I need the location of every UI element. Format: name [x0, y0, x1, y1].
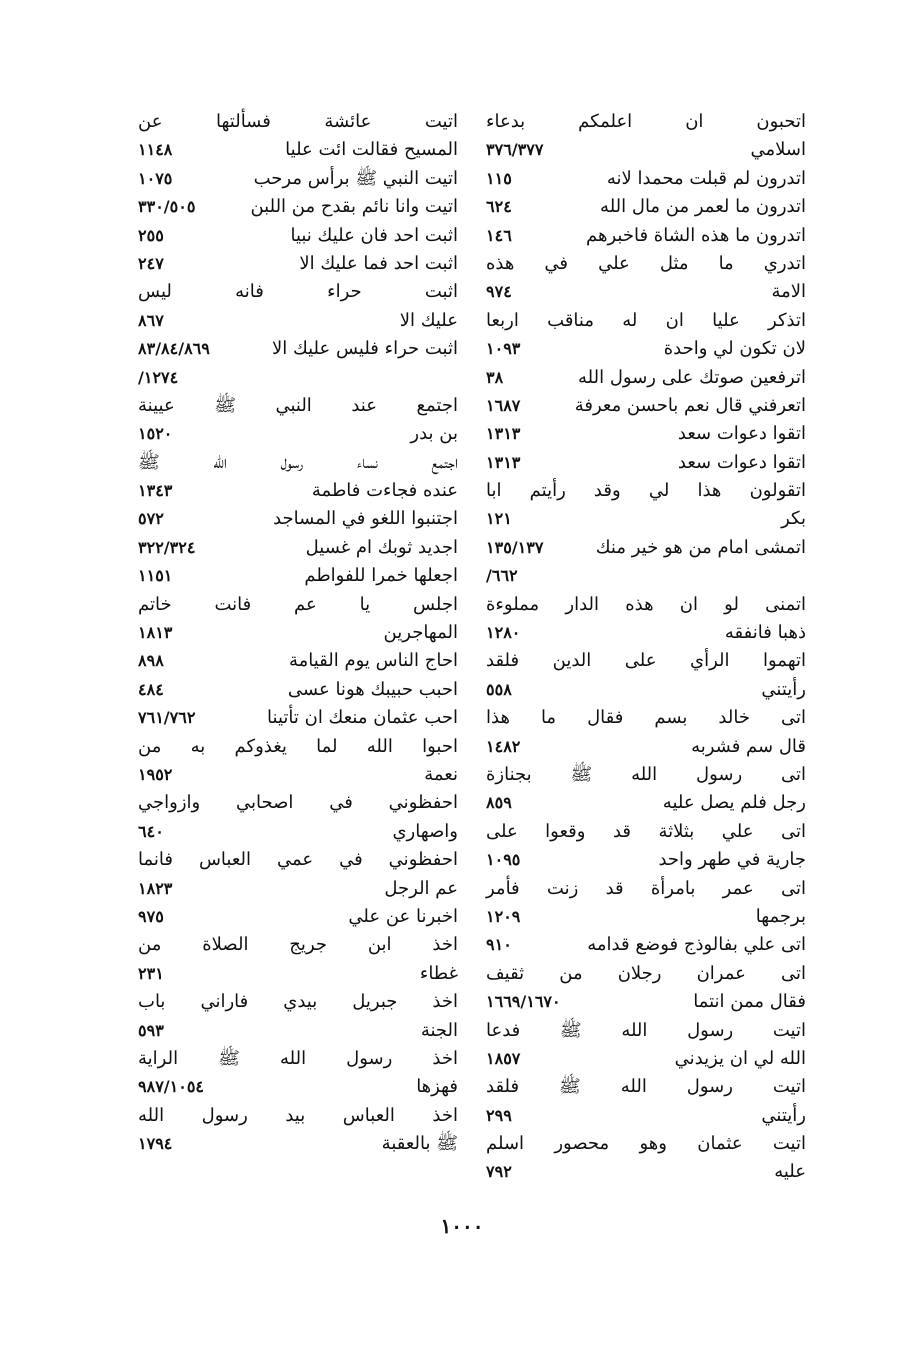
- index-entry: [138, 761, 458, 789]
- entry-text: اخبرنا عن علي: [348, 905, 458, 927]
- index-entry: [486, 278, 806, 306]
- index-entry: [138, 477, 458, 505]
- entry-page-ref: ١٦٦٩/١٦٧٠: [486, 992, 561, 1012]
- entry-text: اتمشى امام من هو خير منك: [595, 536, 806, 558]
- entry-text: بكر: [781, 508, 806, 530]
- entry-text: غطاء: [419, 962, 458, 984]
- entry-page-ref: ٩٧٥: [138, 906, 164, 926]
- index-entry: [486, 818, 806, 846]
- entry-text: اجلس يا عم فانت خاتم: [138, 593, 458, 615]
- entry-text: اخذ ابن جريج الصلاة من: [138, 934, 458, 956]
- index-entry: [486, 1073, 806, 1101]
- index-entry: [486, 733, 806, 761]
- entry-page-ref: /١٢٧٤: [138, 367, 179, 387]
- entry-text: اتدرون ما هذه الشاة فاخبرهم: [586, 224, 806, 246]
- entry-text: بن بدر: [410, 423, 458, 445]
- entry-page-ref: ١٤٨٢: [486, 736, 521, 756]
- index-entry: [138, 903, 458, 931]
- entry-page-ref: ٣٧٦/٣٧٧: [486, 140, 544, 160]
- entry-page-ref: ١٢٠٩: [486, 906, 521, 926]
- entry-page-ref: ٨٥٩: [486, 793, 512, 813]
- index-entry: [138, 534, 458, 562]
- index-entry: [486, 165, 806, 193]
- entry-text: احفظوني في عمي العباس فانما: [138, 849, 458, 871]
- entry-text: اتى رسول الله ﷺ بجنازة: [486, 763, 806, 785]
- index-entry: [138, 619, 458, 647]
- entry-text: اتيت عائشة فسألتها عن: [138, 111, 458, 132]
- index-entry: [138, 1102, 458, 1130]
- entry-text: اتيت رسول الله ﷺ فلقد: [486, 1076, 806, 1098]
- index-entry: [138, 136, 458, 164]
- index-entry: [138, 1073, 458, 1101]
- entry-text: اجتمع عند النبي ﷺ عيينة: [138, 394, 458, 416]
- index-entry: [486, 108, 806, 136]
- entry-text: اتقوا دعوات سعد: [677, 451, 806, 473]
- entry-text: احفظوني في اصحابي وازواجي: [138, 792, 458, 814]
- entry-page-ref: /٦٦٢: [486, 566, 518, 586]
- entry-page-ref: ١٧٩٤: [138, 1134, 173, 1154]
- entry-text: اثبت احد فما عليك الا: [299, 252, 458, 274]
- entry-text: الله لي ان يزيدني: [674, 1047, 806, 1069]
- entry-page-ref: ١٤٦: [486, 225, 512, 245]
- index-entry: [138, 278, 458, 306]
- index-entry: [138, 647, 458, 675]
- entry-text: اتهموا الرأي على الدين فلقد: [486, 650, 806, 672]
- entry-text: عم الرجل: [384, 877, 458, 899]
- entry-text: اتدرون ما لعمر من مال الله: [600, 196, 806, 218]
- index-entry: [138, 818, 458, 846]
- index-entry: [138, 960, 458, 988]
- index-entry: [486, 988, 806, 1016]
- index-entry: [486, 250, 806, 278]
- entry-text: اتيت رسول الله ﷺ فدعا: [486, 1019, 806, 1041]
- index-entry: [138, 307, 458, 335]
- index-entry: [486, 591, 806, 619]
- entry-page-ref: ٢٣١: [138, 963, 164, 983]
- index-entry: [138, 420, 458, 448]
- entry-page-ref: ٩٨٧/١٠٥٤: [138, 1077, 204, 1097]
- entry-text: اجعلها خمرا للفواطم: [304, 565, 458, 587]
- index-entry: [486, 477, 806, 505]
- entry-page-ref: ٩١٠: [486, 935, 512, 955]
- index-entry: [138, 505, 458, 533]
- index-entry: [486, 1102, 806, 1130]
- entry-text: اتى علي بثلاثة قد وقعوا على: [486, 820, 806, 842]
- entry-page-ref: ١٣٤٣: [138, 481, 173, 501]
- entry-text: قال سم فشربه: [691, 735, 806, 757]
- entry-page-ref: ٥٩٣: [138, 1020, 164, 1040]
- entry-text: اثبت حراء فليس عليك الا: [271, 338, 458, 360]
- entry-text: اتدرون لم قبلت محمدا لانه: [606, 167, 806, 189]
- entry-page-ref: ٢٤٧: [138, 253, 164, 273]
- index-entry: [138, 335, 458, 363]
- entry-text: اجديد ثوبك ام غسيل: [305, 536, 458, 558]
- entry-text: اتيت عثمان وهو محصور اسلم: [486, 1133, 806, 1155]
- entry-text: احبب حبيبك هونا عسى: [287, 678, 458, 700]
- entry-text: لان تكون لي واحدة: [663, 338, 806, 360]
- entry-text: فهزها: [416, 1076, 458, 1098]
- entry-page-ref: ٨٦٧: [138, 310, 164, 330]
- entry-text: ﷺ بالعقبة: [381, 1133, 458, 1155]
- entry-text: اتذكر عليا ان له مناقب اربعا: [486, 309, 806, 331]
- entry-page-ref: ٢٩٩: [486, 1105, 512, 1125]
- entry-text: اتى عمر بامرأة قد زنت فأمر: [486, 877, 806, 899]
- entry-text: المهاجرين: [383, 622, 458, 644]
- index-entry: [138, 988, 458, 1016]
- entry-page-ref: ٩٧٤: [486, 282, 512, 302]
- entry-text: اتحبون ان اعلمكم بدعاء: [486, 111, 806, 132]
- entry-page-ref: ١١٤٨: [138, 140, 173, 160]
- index-entry: [486, 193, 806, 221]
- entry-page-ref: ١٥٢٠: [138, 424, 173, 444]
- index-entry: [486, 761, 806, 789]
- entry-text: اجتمع نساء رسول الله ﷺ: [138, 451, 458, 473]
- entry-text: اترفعين صوتك على رسول الله: [578, 366, 806, 388]
- index-entry: [486, 1130, 806, 1158]
- entry-page-ref: ٣٨: [486, 367, 504, 387]
- entry-page-ref: ١٨٥٧: [486, 1048, 521, 1068]
- index-entry: [138, 931, 458, 959]
- index-entry: [138, 1045, 458, 1073]
- entry-text: احبوا الله لما يغذوكم به من: [138, 735, 458, 757]
- entry-text: اتيت النبي ﷺ برأس مرحب: [253, 167, 458, 189]
- entry-page-ref: ١٢٨٠: [486, 623, 521, 643]
- entry-text: فقال ممن انتما: [693, 991, 806, 1013]
- index-entry: [486, 647, 806, 675]
- index-entry: [486, 846, 806, 874]
- index-entry: [138, 562, 458, 590]
- entry-page-ref: ١٠٩٥: [486, 850, 521, 870]
- index-entry: [486, 875, 806, 903]
- index-entry: [486, 307, 806, 335]
- entry-text: رأيتني: [761, 678, 806, 700]
- index-entry: [138, 250, 458, 278]
- index-entry: [486, 335, 806, 363]
- entry-page-ref: ٧٩٢: [486, 1162, 512, 1182]
- entry-page-ref: ٦٤٠: [138, 821, 164, 841]
- entry-text: جارية في طهر واحد: [658, 849, 806, 871]
- index-entry: [138, 676, 458, 704]
- entry-text: ذهبا فانفقه: [724, 622, 806, 644]
- page-number: ١٠٠٠: [440, 1214, 484, 1238]
- entry-page-ref: ٨٣/٨٤/٨٦٩: [138, 339, 210, 359]
- entry-page-ref: ١٦٨٧: [486, 395, 521, 415]
- index-entry: [138, 1017, 458, 1045]
- entry-text: عليك الا: [399, 309, 458, 331]
- index-entry: [138, 591, 458, 619]
- entry-text: اتمنى لو ان هذه الدار مملوءة: [486, 593, 806, 615]
- entry-text: عليه: [774, 1161, 806, 1183]
- index-entry: [138, 222, 458, 250]
- entry-page-ref: ٣٢٢/٣٢٤: [138, 537, 196, 557]
- entry-text: واصهاري: [392, 820, 458, 842]
- entry-text: احاج الناس يوم القيامة: [288, 650, 458, 672]
- entry-text: اتقوا دعوات سعد: [677, 423, 806, 445]
- index-entry: [486, 222, 806, 250]
- index-entry: [138, 193, 458, 221]
- index-entry: [138, 789, 458, 817]
- index-entry: [486, 931, 806, 959]
- entry-text: اتى عمران رجلان من ثقيف: [486, 962, 806, 984]
- index-entry: [138, 704, 458, 732]
- entry-page-ref: ١٨٢٣: [138, 878, 173, 898]
- index-entry: [486, 505, 806, 533]
- entry-page-ref: ١١٥١: [138, 566, 173, 586]
- index-entry: [138, 733, 458, 761]
- entry-page-ref: ١٨١٣: [138, 623, 173, 643]
- entry-text: نعمة: [424, 763, 458, 785]
- entry-page-ref: ٦٢٤: [486, 197, 512, 217]
- entry-text: اتيت وانا نائم بقدح من اللبن: [250, 196, 458, 218]
- entry-page-ref: ٢٥٥: [138, 225, 164, 245]
- entry-page-ref: ٥٥٨: [486, 679, 512, 699]
- index-entry: [486, 1158, 806, 1186]
- entry-text: اسلامي: [750, 139, 806, 161]
- index-entry: [138, 165, 458, 193]
- entry-text: رجل فلم يصل عليه: [662, 792, 806, 814]
- index-entry: [138, 108, 458, 136]
- index-entry: [138, 449, 458, 477]
- index-entry: [138, 364, 458, 392]
- entry-text: المسيح فقالت ائت عليا: [285, 139, 458, 161]
- entry-page-ref: ٨٩٨: [138, 651, 164, 671]
- entry-text: عنده فجاءت فاطمة: [311, 480, 458, 502]
- entry-page-ref: ١٢١: [486, 509, 512, 529]
- entry-text: الجنة: [420, 1019, 458, 1041]
- entry-text: برجمها: [755, 905, 806, 927]
- entry-page-ref: ١٣١٣: [486, 424, 521, 444]
- entry-text: اتى خالد بسم فقال ما هذا: [486, 707, 806, 729]
- index-entry: [486, 1017, 806, 1045]
- entry-text: احب عثمان منعك ان تأتينا: [267, 707, 458, 729]
- index-entry: [486, 960, 806, 988]
- entry-text: اتعرفني قال نعم باحسن معرفة: [574, 394, 806, 416]
- entry-text: الامة: [771, 281, 806, 303]
- index-entry: [486, 392, 806, 420]
- index-column-right: [486, 108, 806, 1187]
- entry-page-ref: ٥٧٢: [138, 509, 164, 529]
- entry-text: اتدري ما مثل علي في هذه: [486, 252, 806, 274]
- entry-text: رأيتني: [761, 1104, 806, 1126]
- index-entry: [138, 1130, 458, 1158]
- entry-page-ref: ٤٨٤: [138, 679, 164, 699]
- entry-text: اخذ رسول الله ﷺ الراية: [138, 1047, 458, 1069]
- index-entry: [486, 534, 806, 562]
- index-entry: [486, 676, 806, 704]
- entry-text: اجتنبوا اللغو في المساجد: [273, 508, 458, 530]
- index-entry: [486, 449, 806, 477]
- entry-page-ref: ١٠٧٥: [138, 168, 173, 188]
- index-entry: [486, 364, 806, 392]
- entry-page-ref: ٣٣٠/٥٠٥: [138, 197, 196, 217]
- index-entry: [486, 704, 806, 732]
- index-entry: [138, 846, 458, 874]
- entry-page-ref: ١٠٩٣: [486, 339, 521, 359]
- index-column-left: [138, 108, 458, 1158]
- index-entry: [486, 903, 806, 931]
- index-entry: [486, 420, 806, 448]
- entry-text: اتقولون هذا لي وقد رأيتم ابا: [486, 480, 806, 502]
- index-entry: [486, 789, 806, 817]
- entry-text: اخذ جبريل بيدي فاراني باب: [138, 991, 458, 1013]
- index-entry: [138, 875, 458, 903]
- entry-text: اثبت حراء فانه ليس: [138, 281, 458, 303]
- entry-page-ref: ١٩٥٢: [138, 764, 173, 784]
- entry-text: اتى علي بفالوذج فوضع قدامه: [587, 934, 806, 956]
- index-entry: [486, 136, 806, 164]
- entry-page-ref: ١١٥: [486, 168, 512, 188]
- index-entry: [486, 619, 806, 647]
- index-entry: [138, 392, 458, 420]
- entry-page-ref: ١٣٥/١٣٧: [486, 537, 544, 557]
- index-entry: [486, 1045, 806, 1073]
- index-entry: [486, 562, 806, 590]
- entry-text: اثبت احد فان عليك نبيا: [290, 224, 458, 246]
- entry-page-ref: ٧٦١/٧٦٢: [138, 708, 196, 728]
- entry-page-ref: ١٣١٣: [486, 452, 521, 472]
- entry-text: اخذ العباس بيد رسول الله: [138, 1104, 458, 1126]
